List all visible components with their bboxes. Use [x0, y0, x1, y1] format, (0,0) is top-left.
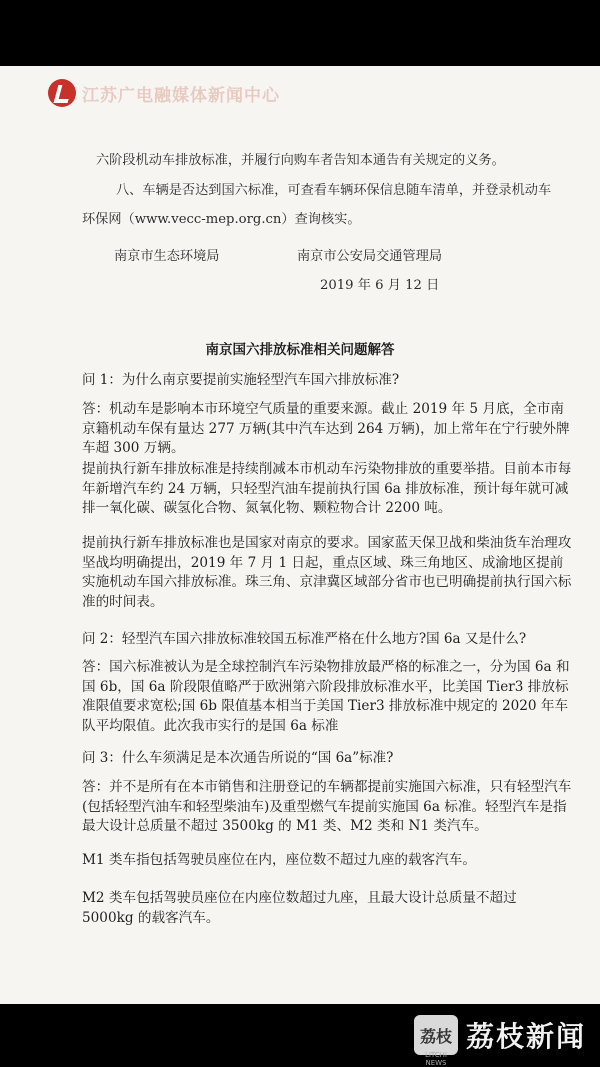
- answer-2: 答：国六标准被认为是全球控制汽车污染物排放最严格的标准之一，分为国 6a 和国 6b，国 6a 阶段限值略严于欧洲第六阶段排放标准水平，比美国 Tier3 排放标准限值要求宽松;国 6b 限值基本相当于美国 Tier3 排放标准中规定的 2020 年车队平均限值。此次我市实行的是国 6a 标准: [82, 659, 570, 734]
- litchi-logo-icon: 荔枝: [414, 1015, 458, 1055]
- answer-3-paragraph-1: 答：并不是所有在本市销售和注册登记的车辆都提前实施国六标准，只有轻型汽车(包括轻型汽油车和轻型柴油车)及重型燃气车提前实施国 6a 标准。轻型汽车是指最大设计总质量不超过 3500kg 的 M1 类、M2 类和 N1 类汽车。: [82, 779, 572, 834]
- question-3: 问 3：什么车须满足是本次通告所说的“国 6a”标准?: [82, 750, 394, 766]
- brand-name: 荔枝新闻: [465, 1020, 586, 1053]
- document-page: [0, 66, 600, 1004]
- watermark: [48, 78, 280, 108]
- answer-1-paragraph-3: 提前执行新车排放标准也是国家对南京的要求。国家蓝天保卫战和柴油货车治理攻坚战均明确提出，2019 年 7 月 1 日起，重点区域、珠三角地区、成渝地区提前实施机动车国六排放标准。珠三角、京津冀区域部分省市也已明确提前执行国六标准的时间表。: [82, 535, 572, 610]
- answer-3-paragraph-2: M1 类车指包括驾驶员座位在内，座位数不超过九座的载客汽车。: [82, 852, 476, 868]
- signer-right: 南京市公安局交通管理局: [297, 249, 443, 264]
- faq-title: 南京国六排放标准相关问题解答: [205, 342, 395, 358]
- answer-3-paragraph-3: M2 类车包括驾驶员座位在内座位数超过九座，且最大设计总质量不超过 5000kg 的载客汽车。: [82, 890, 517, 926]
- watermark-text: 江苏广电融媒体新闻中心: [82, 85, 280, 106]
- notice-date: 2019 年 6 月 12 日: [320, 278, 440, 293]
- notice-line-2: 八、车辆是否达到国六标准，可查看车辆环保信息随车清单，并登录机动车: [116, 183, 552, 198]
- answer-1-paragraph-1: 答：机动车是影响本市环境空气质量的重要来源。截止 2019 年 5 月底，全市南京籍机动车保有量达 277 万辆(其中汽车达到 264 万辆)，加上常年在宁行驶外牌车超 300 万辆。: [82, 401, 570, 456]
- broadcaster-logo-icon: [48, 79, 76, 107]
- answer-1-paragraph-2: 提前执行新车排放标准是持续削减本市机动车污染物排放的重要举措。目前本市每年新增汽车约 24 万辆，只轻型汽油车提前执行国 6a 排放标准，预计每年就可减排一氧化碳、碳氢化合物、氮氧化物、颗粒物合计 2200 吨。: [82, 461, 572, 516]
- question-2: 问 2：轻型汽车国六排放标准较国五标准严格在什么地方?国 6a 又是什么?: [82, 631, 527, 647]
- brand-badge-caption: LITCHI NEWS: [424, 1051, 447, 1067]
- notice-line-1: 六阶段机动车排放标准，并履行向购车者告知本通告有关规定的义务。: [96, 153, 505, 168]
- notice-line-3: 环保网（www.vecc-mep.org.cn）查询核实。: [82, 212, 361, 227]
- signer-left: 南京市生态环境局: [114, 249, 220, 264]
- brand-watermark: [414, 1015, 586, 1067]
- question-1: 问 1：为什么南京要提前实施轻型汽车国六排放标准?: [82, 372, 400, 388]
